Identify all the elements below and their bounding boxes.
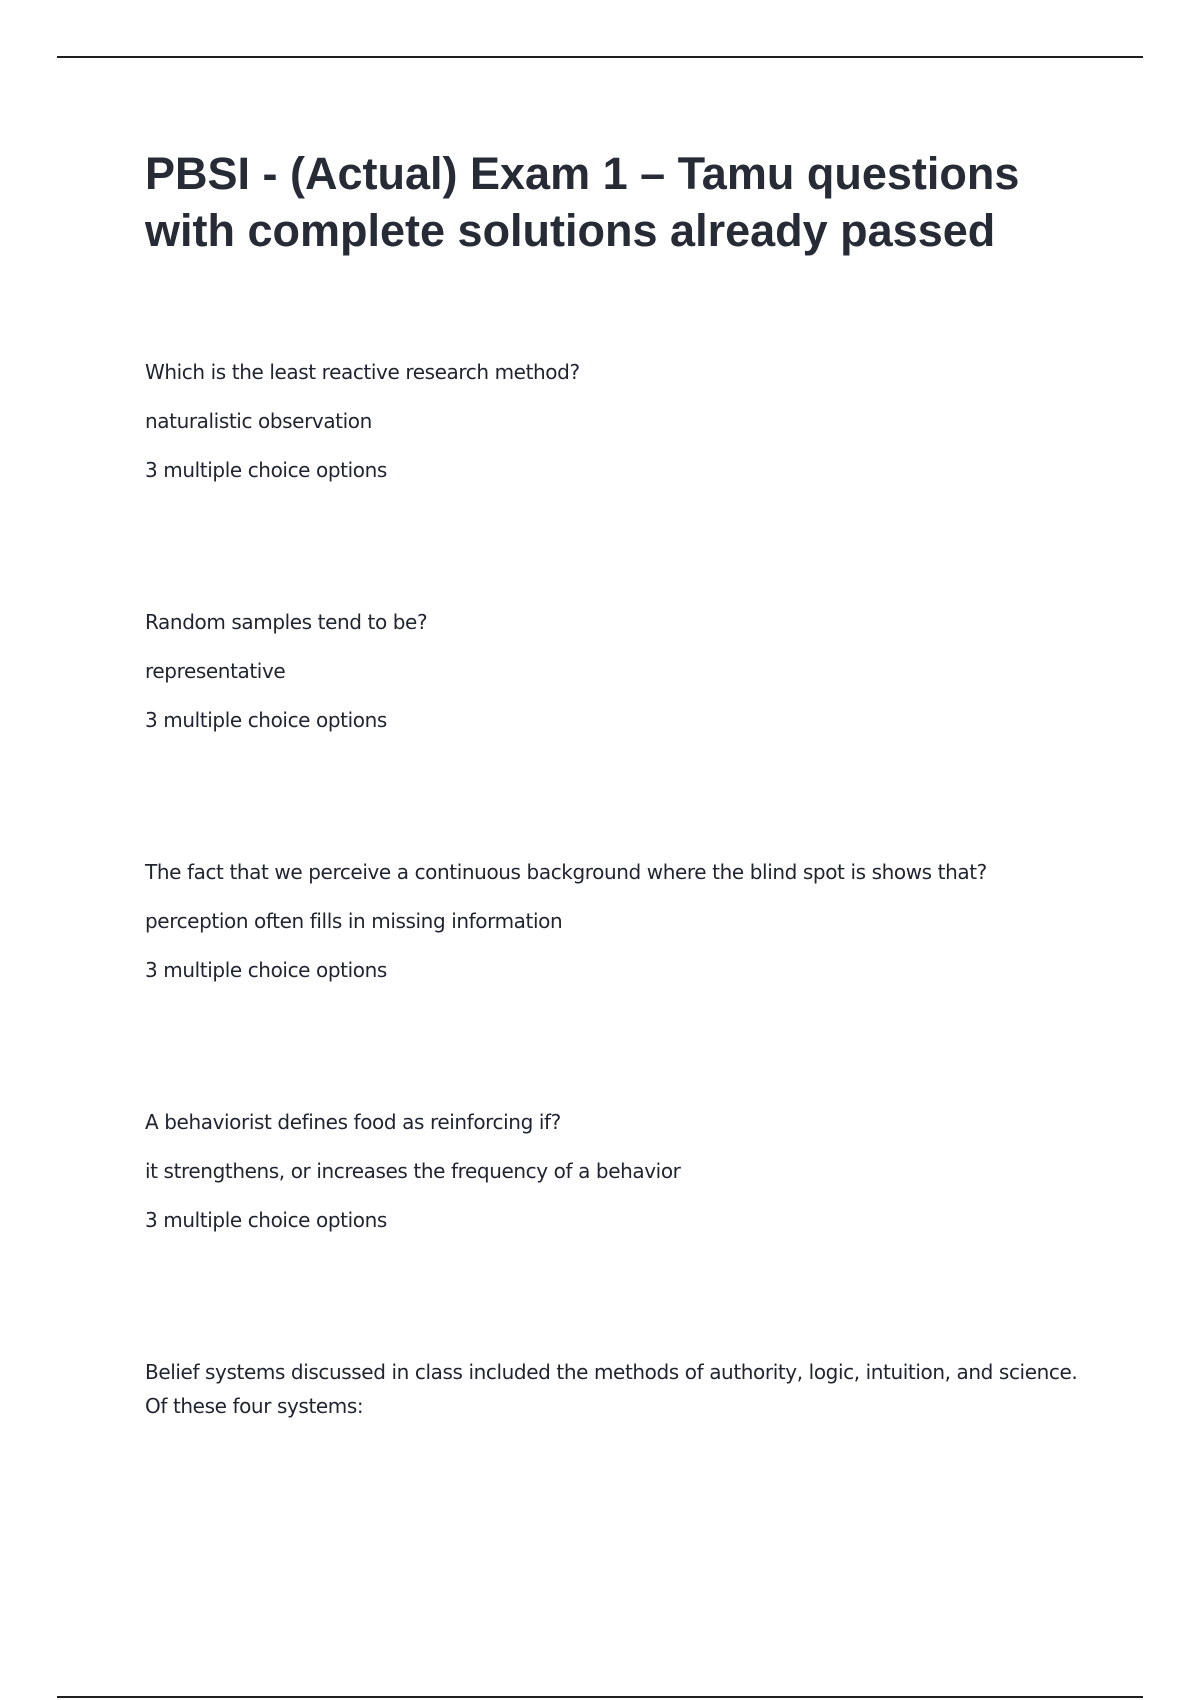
qa-item-4: [145, 1105, 1105, 1237]
qa-item-2: [145, 605, 1105, 737]
page-title: PBSI - (Actual) Exam 1 – Tamu questions with complete solutions already passed: [145, 148, 1020, 256]
qa-item-1: [145, 355, 1105, 487]
bottom-divider: [57, 1696, 1143, 1698]
question-text: The fact that we perceive a continuous background where the blind spot is shows that?: [145, 860, 987, 884]
options-note: 3 multiple choice options: [145, 708, 387, 732]
options-note: 3 multiple choice options: [145, 958, 387, 982]
top-divider: [57, 56, 1143, 58]
question-text: Belief systems discussed in class included the methods of authority, logic, intuition, and science. Of these four systems:: [145, 1360, 1078, 1418]
qa-item-5: [145, 1355, 1105, 1423]
qa-item-3: [145, 855, 1105, 987]
question-text: Which is the least reactive research method?: [145, 360, 580, 384]
options-note: 3 multiple choice options: [145, 1208, 387, 1232]
options-note: 3 multiple choice options: [145, 458, 387, 482]
question-text: Random samples tend to be?: [145, 610, 428, 634]
answer-text: representative: [145, 659, 286, 683]
answer-text: perception often fills in missing information: [145, 909, 563, 933]
answer-text: it strengthens, or increases the frequency of a behavior: [145, 1159, 681, 1183]
question-text: A behaviorist defines food as reinforcing if?: [145, 1110, 561, 1134]
answer-text: naturalistic observation: [145, 409, 372, 433]
